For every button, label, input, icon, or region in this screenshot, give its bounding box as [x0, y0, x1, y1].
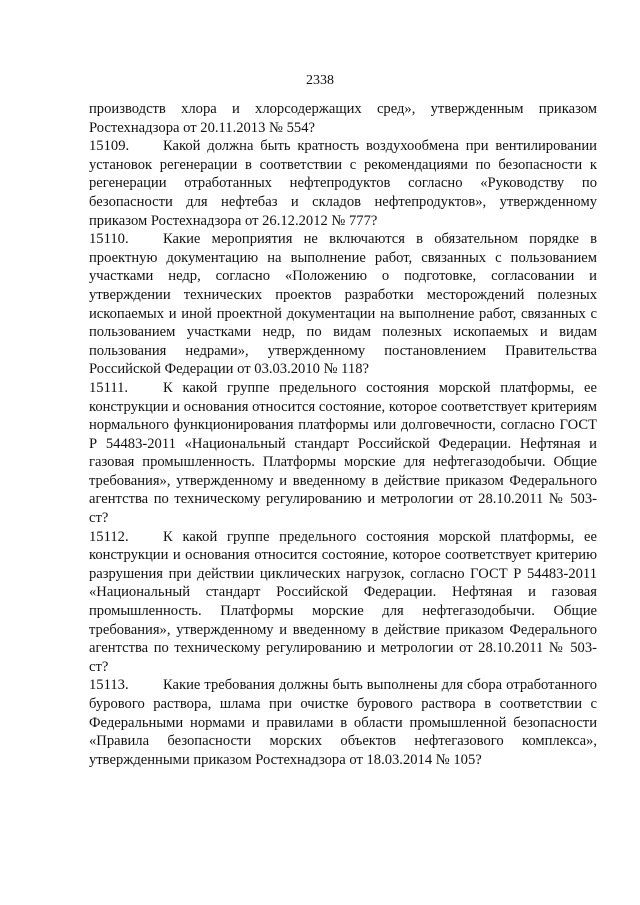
question-text: К какой группе предельного состояния морской платформы, ее конструкции и основания относится состояние, которое соответствует критериям нормального функционирования платформы или долговечности, согласно ГОСТ Р 54483-2011 «Национальный стандарт Российской Федерации. Нефтяная и газовая промышленность. Платформы морские для нефтегазодобычи. Общие требования», утвержденному и введенному в действие приказом Федерального агентства по техническому регулированию и метрологии от 28.10.2011 № 503-ст? [89, 379, 597, 527]
question-number: 15113. [89, 677, 129, 694]
question-15109 [89, 137, 597, 230]
question-number: 15110. [89, 231, 129, 248]
question-15112 [89, 528, 597, 677]
document-body [89, 100, 597, 769]
paragraph-text: производств хлора и хлорсодержащих сред», утвержденным приказом Ростехнадзора от 20.11.2013 № 554? [89, 101, 597, 136]
question-15113 [89, 676, 597, 769]
question-15110 [89, 230, 597, 379]
question-text: Какой должна быть кратность воздухообмена при вентилировании установок регенерации в соответствии с рекомендациями по безопасности к регенерации отработанных нефтепродуктов согласно «Руководству по безопасности для нефтебаз и складов нефтепродуктов», утвержденному приказом Ростехнадзора от 26.12.2012 № 777? [89, 138, 597, 229]
question-text: Какие требования должны быть выполнены для сбора отработанного бурового раствора, шлама при очистке бурового раствора в соответствии с Федеральными нормами и правилами в области промышленной безопасности «Правила безопасности морских объектов нефтегазового комплекса», утвержденными приказом Ростехнадзора от 18.03.2014 № 105? [89, 677, 597, 768]
page-number: 2338 [306, 73, 334, 88]
question-15111 [89, 379, 597, 528]
question-number: 15109. [89, 138, 130, 155]
question-number: 15112. [89, 528, 129, 545]
question-text: Какие мероприятия не включаются в обязательном порядке в проектную документацию на выполнение работ, связанных с пользованием участками недр, согласно «Положению о подготовке, согласовании и утверждении технических проектов разработки месторождений полезных ископаемых и иной проектной документации на выполнение работ, связанных с пользованием участками недр, по видам полезных ископаемых и видам пользования недрами», утвержденному постановлением Правительства Российской Федерации от 03.03.2010 № 118? [89, 231, 597, 378]
paragraph-continuation [89, 100, 597, 137]
question-text: К какой группе предельного состояния морской платформы, ее конструкции и основания относится состояние, которое соответствует критерию разрушения при действии циклических нагрузок, согласно ГОСТ Р 54483-2011 «Национальный стандарт Российской Федерации. Нефтяная и газовая промышленность. Платформы морские для нефтегазодобычи. Общие требования», утвержденному и введенному в действие приказом Федерального агентства по техническому регулированию и метрологии от 28.10.2011 № 503-ст? [89, 528, 597, 675]
question-number: 15111. [89, 379, 129, 396]
